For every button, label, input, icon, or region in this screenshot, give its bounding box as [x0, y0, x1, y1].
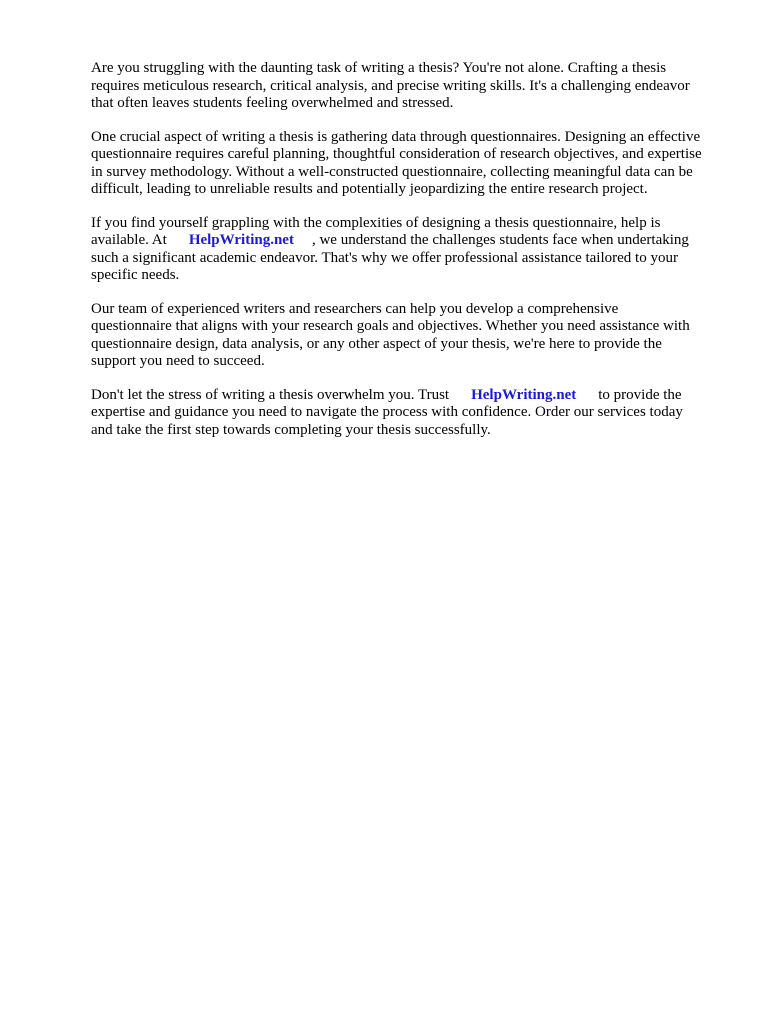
text-line: Are you struggling with the daunting task of writing a thesis? You're not alone. Crafting a thesis [91, 60, 667, 76]
text-line: One crucial aspect of writing a thesis is gathering data through questionnaires. Designing an effective [91, 128, 701, 145]
helpwriting-link[interactable]: HelpWriting.net [471, 386, 577, 403]
text-fragment: available. At [91, 232, 167, 248]
paragraph-team [91, 301, 731, 371]
text-fragment: to provide the [598, 386, 682, 403]
helpwriting-link[interactable]: HelpWriting.net [188, 232, 294, 248]
text-line: such a significant academic endeavor. That's why we offer professional assistance tailored to your [91, 249, 678, 266]
text-fragment: , we understand the challenges students face when undertaking [311, 232, 689, 248]
text-line: questionnaire requires careful planning, thoughtful consideration of research objectives, and expertise [91, 146, 702, 162]
text-line: in survey methodology. Without a well-constructed questionnaire, collecting meaningful data can be [91, 163, 693, 180]
text-line: requires meticulous research, critical analysis, and precise writing skills. It's a challenging endeavor [91, 77, 690, 94]
document-page [91, 60, 731, 455]
paragraph-intro [91, 60, 731, 113]
text-line-with-link [91, 387, 731, 405]
paragraph-closing [91, 387, 731, 440]
paragraph-help-available [91, 215, 731, 285]
paragraph-questionnaires [91, 129, 731, 199]
text-line: questionnaire that aligns with your research goals and objectives. Whether you need assistance with [91, 318, 690, 334]
text-line: that often leaves students feeling overwhelmed and stressed. [91, 95, 454, 111]
text-line: support you need to succeed. [91, 353, 265, 369]
text-line: Our team of experienced writers and researchers can help you develop a comprehensive [91, 300, 619, 317]
text-line: specific needs. [91, 267, 180, 283]
text-line: questionnaire design, data analysis, or any other aspect of your thesis, we're here to provide the [91, 335, 662, 352]
text-line: If you find yourself grappling with the complexities of designing a thesis questionnaire, help is [91, 214, 661, 231]
text-line: difficult, leading to unreliable results and potentially jeopardizing the entire research project. [91, 181, 648, 197]
text-line: expertise and guidance you need to navigate the process with confidence. Order our services today [91, 404, 683, 420]
text-line-with-link [91, 232, 731, 250]
text-line: and take the first step towards completing your thesis successfully. [91, 421, 491, 438]
text-fragment: Don't let the stress of writing a thesis overwhelm you. Trust [91, 386, 450, 403]
